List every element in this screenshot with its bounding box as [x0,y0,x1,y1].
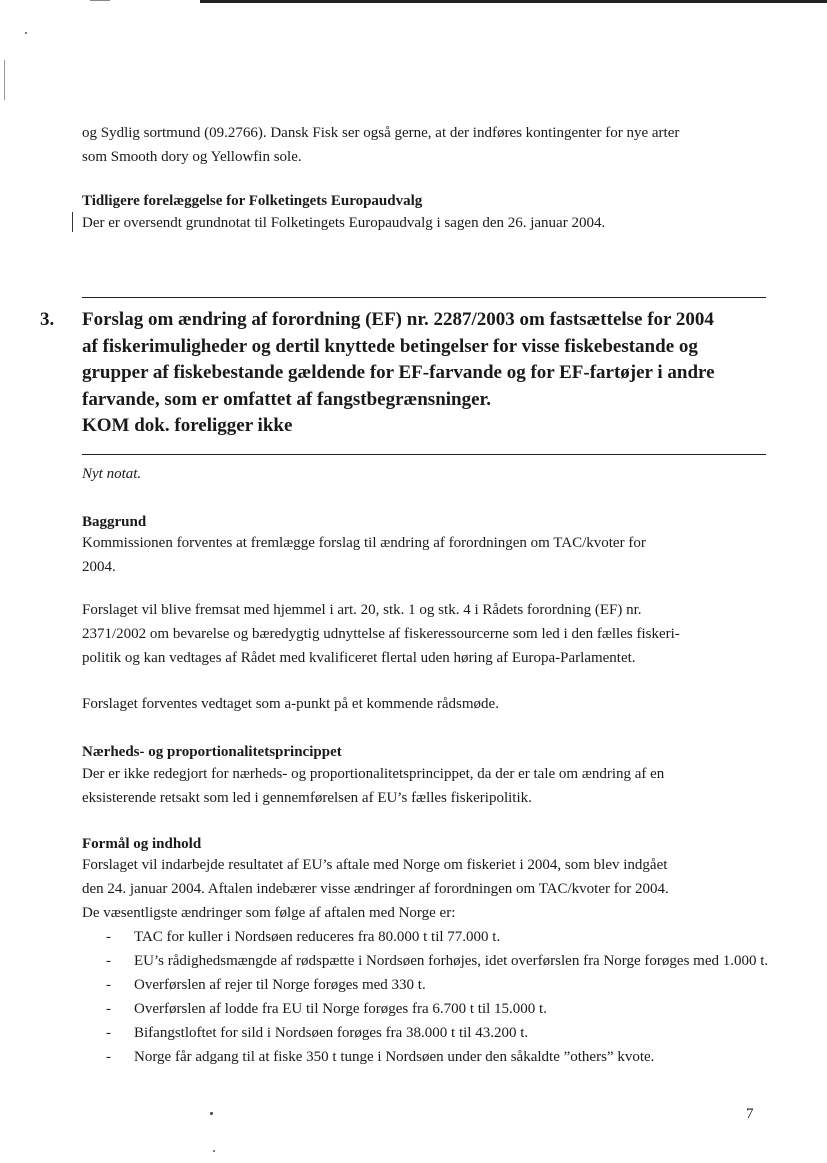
list-item-text: EU’s rådighedsmængde af rødspætte i Nordsøen forhøjes, idet overførslen fra Norge forøges med 1.000 t. [134,953,769,969]
section-title-line: Forslag om ændring af forordning (EF) nr. 2287/2003 om fastsættelse for 2004 [82,309,714,330]
list-item [82,949,772,973]
changes-list [82,925,772,1069]
page-number: 7 [746,1106,754,1122]
intro-line: som Smooth dory og Yellowfin sole. [82,149,302,165]
scan-speck [25,32,27,34]
list-item [82,1045,772,1069]
bullet-dash: - [106,977,111,993]
section-rule-bottom [82,454,766,455]
list-item [82,997,772,1021]
baggrund-heading: Baggrund [82,514,147,530]
section-title [82,307,772,440]
intro-line: og Sydlig sortmund (09.2766). Dansk Fisk ser også gerne, at der indføres kontingenter for nye arter [82,125,680,141]
section-note: Nyt notat. [82,466,142,482]
list-item-text: Bifangstloftet for sild i Nordsøen forøges fra 38.000 t til 43.200 t. [134,1025,529,1041]
text-line: den 24. januar 2004. Aftalen indebærer visse ændringer af forordningen om TAC/kvoter for 2004. [82,881,669,897]
text-line: Kommissionen forventes at fremlægge forslag til ændring af forordningen om TAC/kvoter for [82,535,646,551]
revision-bar [72,212,73,232]
scan-speck [210,1112,213,1115]
list-item-text: Overførslen af rejer til Norge forøges med 330 t. [134,977,426,993]
bullet-dash: - [106,1049,111,1065]
text-line: De væsentligste ændringer som følge af aftalen med Norge er: [82,905,456,921]
section-title-line: KOM dok. foreligger ikke [82,415,293,436]
bullet-dash: - [106,1025,111,1041]
prior-section-heading: Tidligere forelæggelse for Folketingets Europaudvalg [82,193,423,209]
section-title-line: farvande, som er omfattet af fangstbegrænsninger. [82,388,491,410]
naerhed-paragraph [82,762,762,810]
scan-edge-top [200,0,827,3]
baggrund-paragraph-2 [82,598,762,670]
list-item-text: Overførslen af lodde fra EU til Norge forøges fra 6.700 t til 15.000 t. [134,1001,547,1017]
text-line: Forslaget vil blive fremsat med hjemmel i art. 20, stk. 1 og stk. 4 i Rådets forordning (EF) nr. [82,602,642,618]
section-title-line: grupper af fiskebestande gældende for EF-farvande og for EF-fartøjer i andre [82,362,715,383]
list-item [82,925,772,949]
text-line: Der er ikke redegjort for nærheds- og proportionalitetsprincippet, da der er tale om ændring af en [82,766,665,782]
baggrund-paragraph-3: Forslaget forventes vedtaget som a-punkt på et kommende rådsmøde. [82,696,499,712]
section-rule-top [82,297,766,298]
text-line: eksisterende retsakt som led i gennemførelsen af EU’s fælles fiskeripolitik. [82,790,532,806]
formaal-paragraph [82,853,762,925]
section-number: 3. [40,309,55,330]
text-line: Forslaget vil indarbejde resultatet af EU’s aftale med Norge om fiskeriet i 2004, som blev indgået [82,857,668,873]
scan-edge-mark [90,0,110,1]
scan-edge-left [4,60,5,100]
baggrund-paragraph-1 [82,531,762,579]
text-line: 2371/2002 om bevarelse og bæredygtig udnyttelse af fiskeressourcerne som led i den fælles fiskeri- [82,626,680,642]
bullet-dash: - [106,1001,111,1017]
scan-speck [213,1150,215,1152]
text-line: 2004. [82,559,116,575]
formaal-heading: Formål og indhold [82,836,202,852]
intro-paragraph [82,121,762,169]
section-title-line: af fiskerimuligheder og dertil knyttede betingelser for visse fiskebestande og [82,335,698,357]
list-item [82,1021,772,1045]
list-item-text: TAC for kuller i Nordsøen reduceres fra 80.000 t til 77.000 t. [134,929,501,945]
prior-section-text: Der er oversendt grundnotat til Folketingets Europaudvalg i sagen den 26. januar 2004. [82,215,606,231]
bullet-dash: - [106,953,111,969]
list-item [82,973,772,997]
text-line: politik og kan vedtages af Rådet med kvalificeret flertal uden høring af Europa-Parlamentet. [82,650,636,666]
list-item-text: Norge får adgang til at fiske 350 t tunge i Nordsøen under den såkaldte ”others” kvote. [134,1049,655,1065]
naerhed-heading: Nærheds- og proportionalitetsprincippet [82,744,342,760]
bullet-dash: - [106,929,111,945]
